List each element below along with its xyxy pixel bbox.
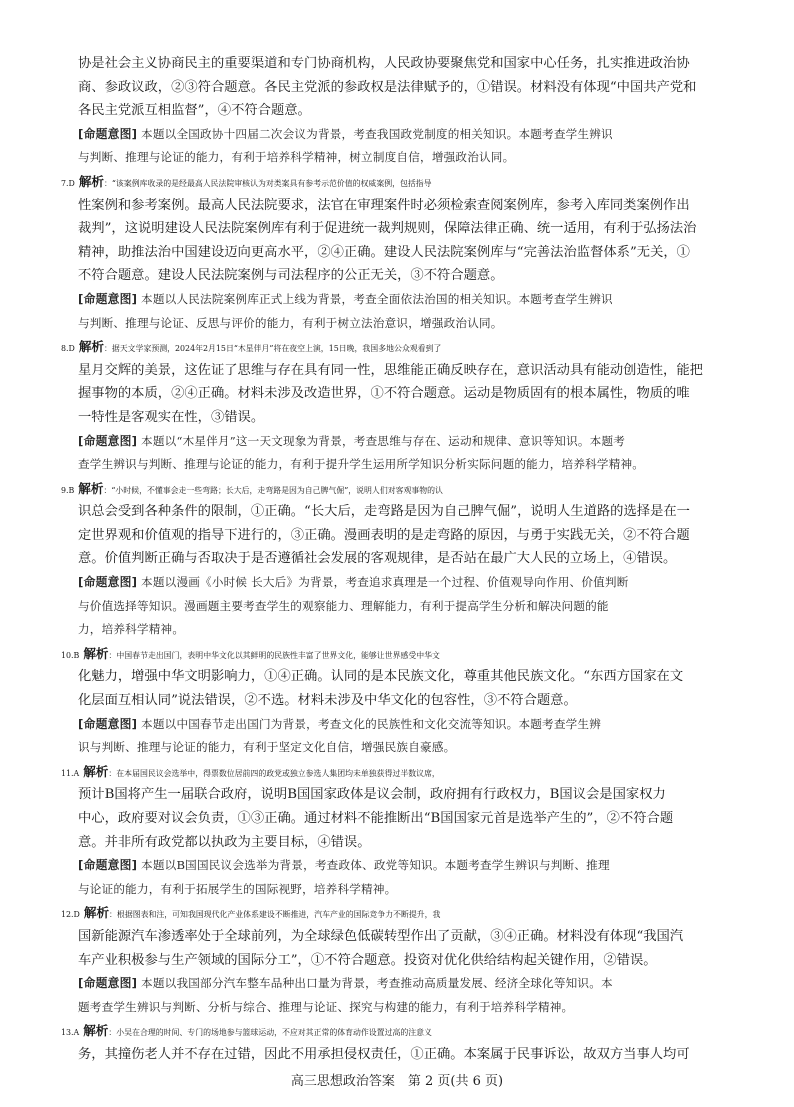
note-text: 本题以“木星伴月”这一天文现象为背景，考查思维与存在、运动和规律、意识等知识。本题考 (137, 433, 626, 448)
intent-note (78, 713, 724, 760)
answer-item (61, 170, 724, 288)
text-line (61, 477, 724, 501)
intent-tag: [命题意图] (78, 433, 138, 448)
intent-note (78, 430, 724, 477)
text-line: 精神，助推法治中国建设迈向更高水平，②④正确。建设人民法院案例库与“完善法治监督体系”无关，① (78, 244, 690, 260)
text-line (78, 854, 724, 878)
answer-item (61, 477, 724, 571)
text-line: 与判断、推理与论证的能力，有利于培养科学精神，树立制度自信，增强政治认同。 (78, 150, 515, 165)
note-text: 本题以漫画《小时候 长大后》为背景，考查追求真理是一个过程、价值观导向作用、价值判断 (137, 575, 629, 590)
text-line: 意。价值判断正确与否取决于是否遵循社会发展的客观规律，是否站在最广大人民的立场上，④错误。 (78, 551, 677, 567)
text-line (61, 760, 724, 784)
answer-item (61, 1019, 724, 1066)
question-number: 13.A (61, 1028, 80, 1038)
text-line (61, 170, 724, 194)
text-line: 各民主党派互相监督”，④不符合题意。 (78, 103, 311, 119)
question-number: 8.D (61, 344, 75, 354)
question-number: 11.A (61, 768, 80, 778)
text-line: 性案例和参考案例。最高人民法院要求，法官在审理案件时必须检索查阅案例库，参考入库同类案例作出 (78, 197, 690, 213)
text-line (61, 1019, 724, 1043)
analysis-label: 解析 (78, 339, 104, 355)
intent-tag: [命题意图] (78, 126, 138, 141)
text-line: 商、参政议政，②③符合题意。各民主党派的参政权是法律赋予的，①错误。材料没有体现“中国共产党和 (78, 79, 697, 95)
answer-item (61, 901, 724, 972)
intent-tag: [命题意图] (78, 575, 138, 590)
text-line (78, 288, 724, 312)
intent-tag: [命题意图] (78, 716, 138, 731)
text-line: 与判断、推理与论证、反思与评价的能力，有利于树立法治意识，增强政治认同。 (78, 315, 503, 330)
intent-tag: [命题意图] (78, 976, 138, 991)
text-line: 题考查学生辨识与判断、分析与综合、推理与论证、探究与构建的能力，有利于培养科学精神。 (78, 999, 574, 1014)
intent-note (78, 123, 724, 170)
text-line: 不符合题意。建设人民法院案例与司法程序的公正无关，③不符合题意。 (78, 268, 504, 284)
text-line: 识与判断、推理与论证的能力，有利于坚定文化自信，增强民族自豪感。 (78, 740, 456, 755)
analysis-label: 解析 (83, 763, 109, 779)
text-line: 与论证的能力，有利于拓展学生的国际视野，培养科学精神。 (78, 881, 397, 896)
text-line: 力，培养科学精神。 (78, 622, 185, 637)
text-line: 中心，政府要对议会负责，①③正确。通过材料不能推断出“B国国家元首是选举产生的”，②不符合题 (78, 811, 674, 826)
note-text: 本题以我国部分汽车整车品种出口量为背景，考查推动高质量发展、经济全球化等知识。本 (137, 976, 613, 991)
text-line (78, 713, 724, 737)
text-line: 与价值选择等知识。漫画题主要考查学生的观察能力、理解能力，有利于提高学生分析和解决问题的能 (78, 598, 609, 613)
note-text: 本题以全国政协十四届二次会议为背景，考查我国政党制度的相关知识。本题考查学生辨识 (137, 126, 613, 141)
text-line (78, 123, 724, 147)
analysis-text: ：小吴在合理的时间、专门的场地参与篮球运动，不应对其正常的体育动作设置过高的注意义 (108, 1028, 432, 1038)
text-line: 裁判”，这说明建设人民法院案例库有利于促进统一裁判规则，保障法律正确、统一适用，有利于弘扬法治 (78, 221, 697, 237)
text-line: 星月交辉的美景，这佐证了思维与存在具有同一性，思维能正确反映存在，意识活动具有能动创造性，能把 (78, 362, 703, 378)
question-number: 10.B (61, 650, 80, 660)
text-line: 定世界观和价值观的指导下进行的，③正确。漫画表明的是走弯路的原因，与勇于实践无关，②不符合题 (78, 527, 690, 543)
text-line: 化层面互相认同”说法错误，②不选。材料未涉及中华文化的包容性，③不符合题意。 (78, 693, 577, 709)
analysis-text: ：在本届国民议会选举中，得票数位居前四的政党或独立参选人集团均未单独获得过半数议席， (108, 768, 440, 778)
text-line: 协是社会主义协商民主的重要渠道和专门协商机构，人民政协要聚焦党和国家中心任务，扎实推进政治协 (78, 56, 690, 71)
note-text: 本题以中国春节走出国门为背景，考查文化的民族性和文化交流等知识。本题考查学生辨 (137, 716, 602, 731)
answer-item (61, 335, 724, 429)
text-line: 一特性是客观实在性，③错误。 (78, 409, 265, 425)
text-line (61, 335, 724, 359)
text-line: 握事物的本质，②④正确。材料未涉及改造世界，①不符合题意。运动是物质固有的根本属性，物质的唯 (78, 386, 690, 402)
analysis-label: 解析 (83, 905, 110, 921)
analysis-label: 解析 (78, 173, 104, 189)
analysis-label: 解析 (83, 645, 109, 661)
text-line (61, 642, 724, 666)
intent-note (78, 288, 724, 335)
answer-items (61, 170, 724, 1067)
answer-item (61, 760, 724, 854)
note-text: 本题以B国国民议会选举为背景，考查政体、政党等知识。本题考查学生辨识与判断、推理 (137, 858, 610, 873)
question-number: 9.B (61, 485, 75, 495)
text-line (78, 972, 724, 996)
analysis-text: ：中国春节走出国门，表明中华文化以其鲜明的民族性丰富了世界文化，能够让世界感受中华文 (108, 650, 440, 660)
intent-tag: [命题意图] (78, 858, 138, 873)
page-footer: 高三思想政治答案 第 2 页(共 6 页) (290, 1074, 504, 1089)
analysis-label: 解析 (83, 1023, 109, 1039)
question-number: 7.D (61, 178, 75, 188)
text-line: 务，其撞伤老人并不存在过错，因此不用承担侵权责任，①正确。本案属于民事诉讼，故双方当事人均可 (78, 1046, 690, 1062)
text-line: 化魅力，增强中华文明影响力，①④正确。认同的是本民族文化，尊重其他民族文化。“东西方国家在文 (78, 669, 684, 685)
text-line: 预计B国将产生一届联合政府，说明B国国家政体是议会制，政府拥有行政权力，B国议会是国家权力 (78, 787, 666, 803)
analysis-label: 解析 (78, 480, 104, 496)
answer-item (61, 642, 724, 713)
note-text: 本题以人民法院案例库正式上线为背景，考查全面依法治国的相关知识。本题考查学生辨识 (137, 291, 613, 306)
text-line: 车产业积极参与生产领域的国际分工”，①不符合题意。投资对优化供给结构起关键作用，②错误。 (78, 952, 657, 968)
answer-content (61, 52, 724, 1067)
analysis-text: ：“小时候，不懂事会走一些弯路；长大后，走弯路是因为自己脾气倔”，说明人们对客观事物的认 (103, 485, 443, 495)
intro-paragraph (78, 52, 724, 123)
text-line (78, 571, 724, 595)
text-line (61, 901, 724, 925)
question-number: 12.D (61, 910, 80, 920)
analysis-text: ：据天文学家预测，2024年2月15日“木星伴月”将在夜空上演，15日晚，我国多地公众观看到了 (104, 344, 442, 354)
intent-note (78, 571, 724, 642)
text-line: 国新能源汽车渗透率处于全球前列，为全球绿色低碳转型作出了贡献，③④正确。材料没有体现“我国汽 (78, 928, 684, 944)
analysis-text: ：“该案例库收录的是经最高人民法院审核认为对类案具有参考示范价值的权威案例，包括指导 (104, 178, 432, 188)
text-line (78, 430, 724, 454)
text-line: 识总会受到各种条件的限制，①正确。“长大后，走弯路是因为自己脾气倔”，说明人生道路的选择是在一 (78, 504, 690, 520)
intent-note (78, 854, 724, 901)
analysis-text: ：根据图表和注，可知我国现代化产业体系建设不断推进，汽车产业的国际竞争力不断提升，我 (109, 910, 441, 920)
intent-tag: [命题意图] (78, 291, 138, 306)
text-line: 查学生辨识与判断、推理与论证的能力，有利于提升学生运用所学知识分析实际问题的能力，培养科学精神。 (78, 457, 645, 472)
intent-note (78, 972, 724, 1019)
text-line: 意。并非所有政党都以执政为主要目标，④错误。 (78, 834, 371, 850)
